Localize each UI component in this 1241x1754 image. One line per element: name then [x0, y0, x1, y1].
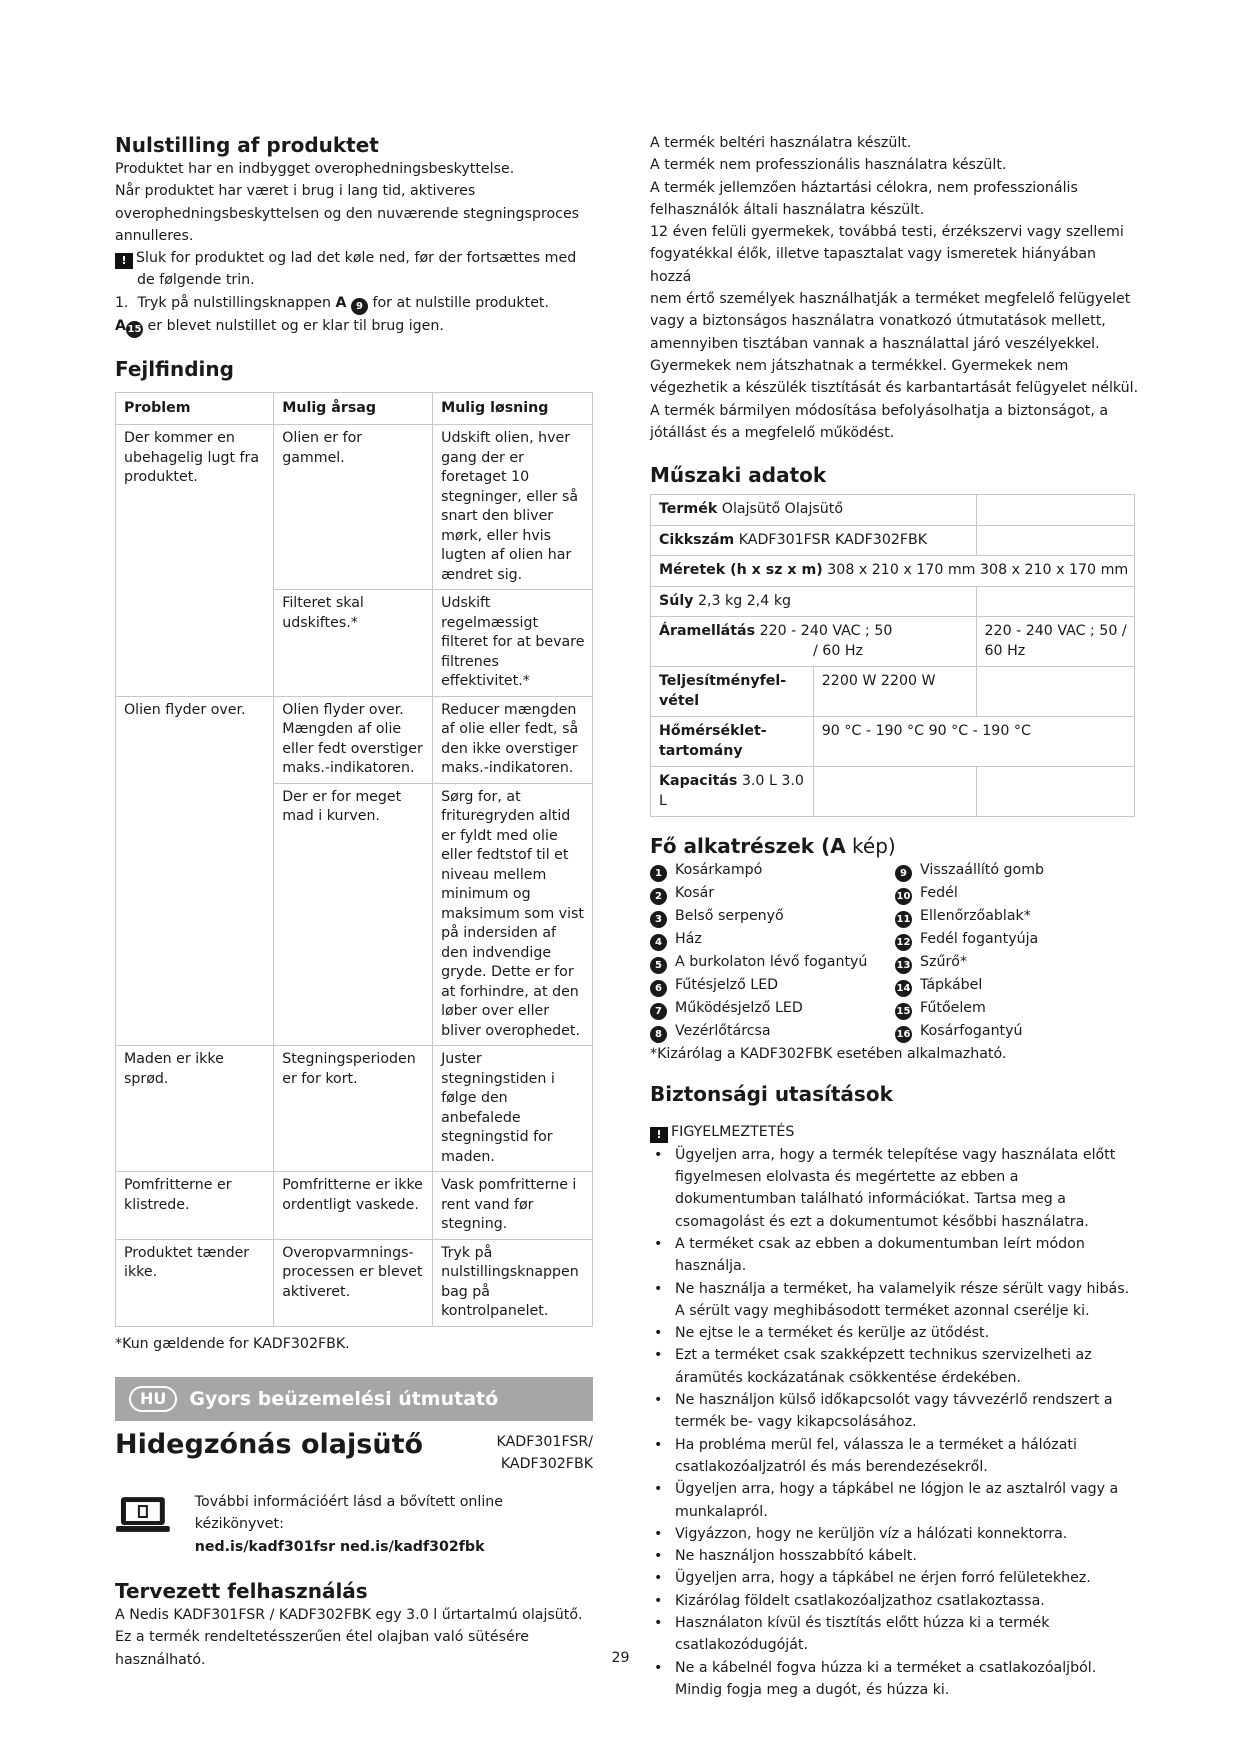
step1-post: for at nulstille produktet.	[367, 294, 550, 311]
spec-label: Cikkszám	[659, 531, 735, 548]
model-line-2: KADF302FBK	[500, 1456, 593, 1473]
reset-line-2: Når produktet har været i brug i lang tid, aktiveres	[115, 183, 476, 200]
list-item	[895, 974, 1140, 997]
cell-problem: Produktet tænder ikke.	[116, 1239, 274, 1326]
step1-pre: 1. Tryk på nulstillingsknappen	[115, 294, 336, 311]
left-column	[115, 132, 595, 1671]
intro-line: 12 éven felüli gyermekek, továbbá testi, érzékszervi vagy szellemi	[650, 224, 1124, 241]
reset-step-1	[115, 292, 595, 315]
spec-label: Súly	[659, 592, 694, 609]
parts-title-post: kép)	[845, 834, 896, 859]
spec-row	[651, 717, 1135, 767]
hu-section-title: Gyors beüzemelési útmutató	[189, 1388, 499, 1411]
spec-row	[651, 767, 1135, 817]
list-item	[650, 951, 895, 974]
part-label: Kosárfogantyú	[920, 1023, 1023, 1040]
list-item	[895, 1020, 1140, 1043]
part-label: Fedél fogantyúja	[920, 931, 1039, 948]
list-item	[650, 882, 895, 905]
cell-solution: Juster stegningstiden i følge den anbefalede stegningstid for maden.	[433, 1046, 593, 1172]
header-problem: Problem	[116, 392, 274, 425]
cell-cause: Der er for meget mad i kurven.	[274, 783, 433, 1046]
part-label: A burkolaton lévő fogantyú	[675, 954, 868, 971]
intro-line: jótállást és a megfelelő működést.	[650, 424, 895, 441]
spec-value: KADF301FSR KADF302FBK	[738, 531, 928, 548]
specs-title: Műszaki adatok	[650, 463, 827, 488]
number-12-icon: 12	[895, 934, 912, 951]
spec-label: Hőmérséklet-tartomány	[659, 723, 767, 759]
intended-line-3: használható.	[115, 1651, 206, 1668]
spec-empty	[976, 525, 1135, 556]
part-label: Kosárkampó	[675, 862, 763, 879]
product-title-block	[115, 1425, 595, 1485]
number-9-icon: 9	[895, 865, 912, 882]
list-item	[895, 859, 1140, 882]
spec-value: 220 - 240 VAC ; 50	[759, 623, 893, 640]
cell-cause: Pomfritterne er ikke ordentligt vaskede.	[274, 1172, 433, 1240]
language-badge: HU	[129, 1386, 177, 1412]
step2-post: er blevet nulstillet og er klar til brug igen.	[142, 317, 444, 334]
reset-line-1: Produktet har en indbygget overophedningsbeskyttelse.	[115, 161, 515, 177]
list-item: • Vigyázzon, hogy ne kerüljön víz a hálózati konnektorra.	[650, 1523, 1140, 1545]
list-item: • Ne használja a terméket, ha valamelyik része sérült vagy hibás. A sérült vagy meghibásodott terméket azonnal cserélje ki.	[650, 1278, 1140, 1323]
cell-solution: Sørg for, at frituregryden altid er fyldt med olie eller fedtstof til et niveau mellem minimum og maksimum som vist på indersiden af den indvendige gryde. Dette er for at forhindre, at den løber over eller bliver overophedet.	[433, 783, 593, 1046]
part-label: Ellenőrzőablak*	[920, 908, 1031, 925]
cell-problem	[116, 783, 274, 1046]
part-label: Fűtőelem	[920, 1000, 986, 1017]
parts-title-ref: A	[830, 834, 846, 859]
cell-solution: Tryk på nulstillingsknappen bag på kontrolpanelet.	[433, 1239, 593, 1326]
troubleshooting-table	[115, 392, 593, 1327]
list-item	[650, 997, 895, 1020]
warning-icon: !	[115, 253, 133, 269]
number-5-icon: 5	[650, 957, 667, 974]
right-column	[650, 132, 1140, 1701]
reset-line-3: overophedningsbeskyttelsen og den nuværende stegningsproces	[115, 205, 580, 222]
list-item	[895, 951, 1140, 974]
spec-row	[651, 525, 1135, 556]
spec-value-cont: / 60 Hz	[813, 642, 863, 659]
header-cause: Mulig årsag	[274, 392, 433, 425]
intro-line: A termék jellemzően háztartási célokra, nem professzionális	[650, 179, 1078, 196]
spec-value: 2200 W 2200 W	[813, 667, 976, 717]
table-row	[116, 425, 593, 590]
spec-empty	[976, 767, 1135, 817]
cell-problem	[116, 590, 274, 697]
spec-row	[651, 617, 1135, 667]
intro-line: A termék bármilyen módosítása befolyásolhatja a biztonságot, a	[650, 402, 1109, 419]
number-1-icon: 1	[650, 865, 667, 882]
spec-value: 3.0 L 3.0 L	[659, 773, 804, 809]
part-label: Fűtésjelző LED	[675, 977, 779, 994]
spec-value: 90 °C - 190 °C 90 °C - 190 °C	[813, 717, 1134, 767]
table-row	[116, 696, 593, 783]
part-label: Kosár	[675, 885, 715, 902]
parts-title	[650, 833, 1140, 859]
cell-solution: Udskift olien, hver gang der er foretaget 10 stegninger, eller så snart den bliver mørk, eller hvis lugten af olien har ændret sig.	[433, 425, 593, 590]
reset-step-2	[115, 315, 595, 338]
cell-cause: Filteret skal udskiftes.*	[274, 590, 433, 697]
list-item	[650, 928, 895, 951]
number-6-icon: 6	[650, 980, 667, 997]
cell-cause: Overopvarmnings-processen er blevet aktiveret.	[274, 1239, 433, 1326]
table-row	[116, 1046, 593, 1172]
part-label: Belső serpenyő	[675, 908, 784, 925]
specs-table	[650, 494, 1135, 817]
intro-line: végezhetik a készülék tisztítását és karbantartását felügyelet nélkül.	[650, 380, 1139, 397]
spec-value: 2,3 kg 2,4 kg	[697, 592, 792, 609]
part-label: Tápkábel	[920, 977, 983, 994]
spec-empty	[813, 767, 976, 817]
list-item	[895, 997, 1140, 1020]
info-block	[115, 1491, 595, 1558]
table-row	[116, 590, 593, 697]
spec-row	[651, 495, 1135, 526]
number-15-icon: 15	[895, 1003, 912, 1020]
part-label: Szűrő*	[920, 954, 968, 971]
spec-value: Olajsütő Olajsütő	[721, 501, 844, 518]
cell-problem: Der kommer en ubehagelig lugt fra produktet.	[116, 425, 274, 590]
model-numbers	[497, 1431, 593, 1475]
number-4-icon: 4	[650, 934, 667, 951]
intro-line: fogyatékkal élők, illetve tapasztalat vagy ismeretek hiányában hozzá	[650, 246, 1097, 285]
list-item: • Ne használjon hosszabbító kábelt.	[650, 1545, 1140, 1567]
spec-empty	[976, 586, 1135, 617]
spec-empty	[976, 495, 1135, 526]
warning-heading	[650, 1121, 1140, 1143]
safety-list	[650, 1144, 1140, 1701]
cell-cause: Olien flyder over. Mængden af olie eller fedt overstiger maks.-indikatoren.	[274, 696, 433, 783]
list-item: • Ha probléma merül fel, válassza le a terméket a hálózati csatlakozóaljzatról és más berendezésekről.	[650, 1434, 1140, 1479]
part-label: Működésjelző LED	[675, 1000, 803, 1017]
list-item	[650, 1020, 895, 1043]
cell-problem: Olien flyder over.	[116, 696, 274, 783]
number-11-icon: 11	[895, 911, 912, 928]
intended-use-title: Tervezett felhasználás	[115, 1578, 368, 1603]
list-item: • Használaton kívül és tisztítás előtt húzza ki a termék csatlakozódugóját.	[650, 1612, 1140, 1657]
part-label: Fedél	[920, 885, 958, 902]
page-number: 29	[611, 1650, 630, 1666]
table-row	[116, 1239, 593, 1326]
spec-value: 220 - 240 VAC ; 50 / 60 Hz	[976, 617, 1135, 667]
list-item	[895, 882, 1140, 905]
hu-section-header	[115, 1377, 593, 1421]
list-item	[650, 905, 895, 928]
parts-title-pre: Fő alkatrészek (	[650, 834, 831, 859]
cell-solution: Vask pomfritterne i rent vand før stegning.	[433, 1172, 593, 1240]
list-item	[895, 928, 1140, 951]
list-item: • Kizárólag földelt csatlakozóaljzathoz csatlakoztassa.	[650, 1590, 1140, 1612]
number-16-icon: 16	[895, 1026, 912, 1043]
reset-warning-text-1: Sluk for produktet og lad det køle ned, før der fortsættes med	[136, 250, 577, 267]
list-item: • Ne ejtse le a terméket és kerülje az ütődést.	[650, 1322, 1140, 1344]
number-2-icon: 2	[650, 888, 667, 905]
info-links[interactable]: ned.is/kadf301fsr ned.is/kadf302fbk	[194, 1538, 485, 1555]
troubleshooting-footnote: *Kun gældende for KADF302FBK.	[115, 1335, 350, 1352]
intro-line: felhasználók általi használatra készült.	[650, 201, 925, 218]
list-item	[650, 859, 895, 882]
cell-solution: Udskift regelmæssigt filteret for at bevare filtrenes effektivitet.*	[433, 590, 593, 697]
list-item: • Ügyeljen arra, hogy a termék telepítése vagy használata előtt figyelmesen elolvasta és megértette az ebben a dokumentumban található információkat. Tartsa meg a csomagolást és ezt a dokumentumot későbbi használatra.	[650, 1144, 1140, 1233]
reset-title: Nulstilling af produktet	[115, 133, 379, 157]
parts-footnote: *Kizárólag a KADF302FBK esetében alkalmazható.	[650, 1046, 1007, 1063]
cell-cause: Olien er for gammel.	[274, 425, 433, 590]
troubleshooting-title: Fejlfinding	[115, 356, 234, 381]
product-title: Hidegzónás olajsütő	[115, 1429, 424, 1461]
number-13-icon: 13	[895, 957, 912, 974]
spec-row	[651, 586, 1135, 617]
number-14-icon: 14	[895, 980, 912, 997]
list-item: • A terméket csak az ebben a dokumentumban leírt módon használja.	[650, 1233, 1140, 1278]
spec-row	[651, 667, 1135, 717]
cell-cause: Stegningsperioden er for kort.	[274, 1046, 433, 1172]
reset-warning	[115, 247, 595, 269]
intro-line: A termék nem professzionális használatra készült.	[650, 157, 1007, 174]
spec-label: Áramellátás	[659, 623, 756, 640]
intro-line: A termék beltéri használatra készült.	[650, 135, 912, 151]
spec-label: Teljesítményfel-vétel	[659, 673, 787, 709]
table-row	[116, 783, 593, 1046]
number-8-icon: 8	[650, 1026, 667, 1043]
number-7-icon: 7	[650, 1003, 667, 1020]
reset-line-4: annulleres.	[115, 227, 194, 244]
list-item: • Ne a kábelnél fogva húzza ki a terméket a csatlakozóaljból. Mindig fogja meg a dugót, és húzza ki.	[650, 1657, 1140, 1702]
header-solution: Mulig løsning	[433, 392, 593, 425]
reset-warning-cont: de følgende trin.	[137, 272, 255, 289]
list-item: • Ne használjon külső időkapcsolót vagy távvezérlő rendszert a termék be- vagy kikapcsolásához.	[650, 1389, 1140, 1434]
safety-title: Biztonsági utasítások	[650, 1082, 893, 1107]
number-15-icon: 15	[126, 321, 143, 338]
spec-label: Kapacitás	[659, 773, 738, 790]
step1-ref: A	[335, 294, 347, 311]
cell-problem: Maden er ikke sprød.	[116, 1046, 274, 1172]
spec-label: Méretek (h x sz x m)	[659, 562, 823, 579]
list-item: • Ügyeljen arra, hogy a tápkábel ne érjen forró felületekhez.	[650, 1567, 1140, 1589]
intro-line: Gyermekek nem játszhatnak a termékkel. Gyermekek nem	[650, 357, 1069, 374]
laptop-icon	[115, 1495, 171, 1535]
spec-empty	[976, 667, 1135, 717]
list-item: • Ügyeljen arra, hogy a tápkábel ne lógjon le az asztalról vagy a munkalapról.	[650, 1478, 1140, 1523]
warning-label: FIGYELMEZTETÉS	[671, 1124, 795, 1141]
warning-icon: !	[650, 1127, 668, 1143]
number-3-icon: 3	[650, 911, 667, 928]
cell-solution: Reducer mængden af olie eller fedt, så den ikke overstiger maks.-indikatoren.	[433, 696, 593, 783]
part-label: Visszaállító gomb	[920, 862, 1045, 879]
cell-problem: Pomfritterne er klistrede.	[116, 1172, 274, 1240]
spec-label: Termék	[659, 501, 718, 518]
spec-row	[651, 556, 1135, 587]
list-item	[650, 974, 895, 997]
intro-line: amennyiben tisztában vannak a használattal járó veszélyekkel.	[650, 335, 1100, 352]
intro-line: vagy a biztonságos használatra vonatkozó útmutatások mellett,	[650, 313, 1106, 330]
part-label: Vezérlőtárcsa	[675, 1023, 771, 1040]
table-row	[116, 1172, 593, 1240]
list-item	[895, 905, 1140, 928]
list-item: • Ezt a terméket csak szakképzett technikus szervizelheti az áramütés kockázatának csökkentése érdekében.	[650, 1344, 1140, 1389]
number-9-icon: 9	[351, 298, 368, 315]
parts-list	[650, 859, 1140, 1043]
model-line-1: KADF301FSR/	[496, 1434, 593, 1451]
step2-ref: A	[115, 317, 126, 334]
spec-value: 308 x 210 x 170 mm 308 x 210 x 170 mm	[827, 562, 1129, 579]
table-header-row	[116, 392, 593, 425]
part-label: Ház	[675, 931, 702, 948]
intended-line-2: Ez a termék rendeltetésszerűen étel olajban való sütésére	[115, 1629, 529, 1646]
info-text: További információért lásd a bővített online kézikönyvet:	[194, 1494, 504, 1533]
intro-line: nem értő személyek használhatják a terméket megfelelő felügyelet	[650, 291, 1131, 308]
number-10-icon: 10	[895, 888, 912, 905]
intended-line-1: A Nedis KADF301FSR / KADF302FBK egy 3.0 l űrtartalmú olajsütő.	[115, 1606, 583, 1623]
